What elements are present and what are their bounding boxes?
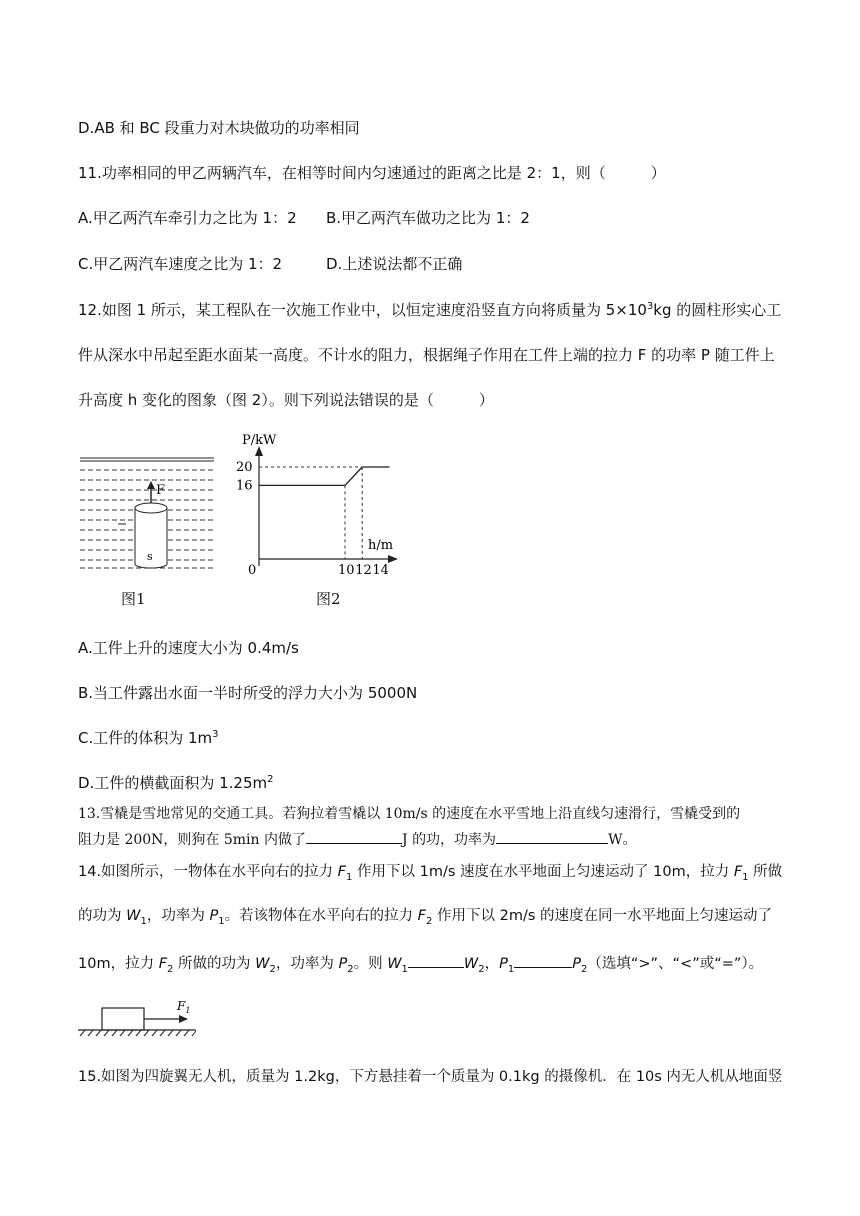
q14-p-symbol: P [209, 908, 219, 924]
q14-text-3f: （选填“>”、“<”或“=”）。 [587, 956, 764, 972]
x-axis-label: h/m [368, 538, 394, 553]
q12-option-d-text: D.工件的横截面积为 1.25m [78, 774, 268, 792]
q12-stem-text-b: kg 的圆柱形实心工 [653, 301, 782, 319]
q14-block-figure [78, 998, 198, 1042]
q15-line1: 15.如图为四旋翼无人机，质量为 1.2kg，下方悬挂着一个质量为 0.1kg 的摄像机．在 10s 内无人机从地面竖 [78, 1069, 783, 1085]
q14-text-1a: 14.如图所示，一物体在水平向右的拉力 [78, 864, 338, 880]
q14-p-symbol: P [572, 956, 581, 972]
q13-blank-work[interactable] [306, 829, 402, 844]
q12-option-c-exponent: 3 [212, 729, 219, 740]
q14-text-3d: 。则 [353, 956, 388, 972]
block [102, 1008, 144, 1030]
q11-option-d: D.上述说法都不正确 [326, 255, 463, 273]
ground-hatch [80, 1030, 196, 1036]
q14-w-symbol: W [387, 956, 402, 972]
q14-text-2a: 的功为 [78, 908, 127, 924]
q14-w-symbol: W [255, 956, 270, 972]
q12-exponent: 3 [646, 301, 654, 312]
f1-label-sub: 1 [185, 1006, 191, 1015]
q14-line1 [78, 862, 782, 882]
q12-option-c-text: C.工件的体积为 1m [78, 729, 213, 747]
q14-sub: 1 [401, 963, 408, 975]
q12-option-c [78, 728, 219, 748]
f1-label-letter: F [177, 999, 186, 1013]
q13-text-a: 阻力是 200N，则狗在 5min 内做了 [78, 832, 306, 848]
q12-stem-line2: 件从深水中吊起至距水面某一高度。不计水的阻力，根据绳子作用在工件上端的拉力 F 的功率 P 随工件上 [78, 346, 775, 364]
figure-2-caption: 图2 [316, 590, 341, 608]
q14-sub: 2 [167, 963, 174, 975]
q14-f-symbol: F [417, 908, 427, 924]
q11-options-row2 [78, 254, 798, 274]
q14-text-2b: ，功率为 [146, 908, 210, 924]
q12-stem-line3: 升高度 h 变化的图象（图 2）。则下列说法错误的是（ ） [78, 391, 494, 409]
q12-option-a: A.工件上升的速度大小为 0.4m/s [78, 639, 299, 657]
q14-sub: 2 [581, 963, 588, 975]
q14-sub: 2 [347, 963, 354, 975]
q14-f-symbol: F [158, 956, 168, 972]
series-segment-1 [345, 467, 362, 485]
y-axis-label: P/kW [242, 433, 277, 448]
q14-sub: 1 [218, 915, 225, 927]
q10-option-d: D.AB 和 BC 段重力对木块做功的功率相同 [78, 119, 360, 137]
q14-w-symbol: W [126, 908, 141, 924]
label-f: F [156, 483, 166, 498]
q14-text-3b: 所做的功为 [173, 956, 256, 972]
q14-sub: 2 [478, 963, 485, 975]
q14-p-symbol: P [499, 956, 508, 972]
q14-sub: 1 [140, 915, 147, 927]
q14-p-symbol: P [338, 956, 348, 972]
q14-text-2c: 。若该物体在水平向右的拉力 [224, 908, 418, 924]
q11-options-row1 [78, 208, 798, 228]
q12-option-b: B.当工件露出水面一半时所受的浮力大小为 5000N [78, 684, 418, 702]
q12-option-d-exponent: 2 [267, 774, 274, 785]
x-tick-label: 10 [338, 563, 355, 578]
q14-line2 [78, 906, 772, 926]
q14-text-1b: 作用下以 1m/s 速度在水平地面上匀速运动了 10m，拉力 [352, 864, 734, 880]
q14-text-3a: 10m，拉力 [78, 956, 159, 972]
q14-f-symbol: F [337, 864, 347, 880]
q14-blank-power-compare[interactable] [514, 953, 572, 968]
x-tick-label: 14 [372, 563, 389, 578]
q13-text-c: W。 [608, 832, 637, 848]
q14-line3 [78, 953, 763, 974]
figure-1-caption: 图1 [121, 590, 146, 608]
y-tick-label: 20 [236, 460, 253, 475]
q14-blank-work-compare[interactable] [408, 953, 464, 968]
q12-stem-text-a: 12.如图 1 所示，某工程队在一次施工作业中，以恒定速度沿竖直方向将质量为 5×10 [78, 301, 647, 319]
q14-text-1c: 所做 [748, 864, 783, 880]
origin-label: 0 [248, 563, 257, 578]
q14-text-2d: 作用下以 2m/s 的速度在同一水平地面上匀速运动了 [432, 908, 773, 924]
f1-label [176, 999, 190, 1015]
q14-sub: 2 [426, 915, 433, 927]
y-tick-label: 16 [236, 478, 253, 494]
q11-option-c: C.甲乙两汽车速度之比为 1：2 [78, 255, 283, 273]
q13-line1: 13.雪橇是雪地常见的交通工具。若狗拉着雪橇以 10m/s 的速度在水平雪地上沿直线匀速滑行，雪橇受到的 [78, 806, 741, 822]
x-tick-label: 12 [355, 563, 372, 578]
q14-sub: 1 [346, 871, 353, 883]
q14-w-symbol: W [463, 956, 479, 972]
label-s: s [147, 550, 153, 563]
q11-option-a: A.甲乙两汽车牵引力之比为 1：2 [78, 209, 297, 227]
q14-f-symbol: F [733, 864, 743, 880]
q14-sub: 1 [742, 871, 749, 883]
q12-option-d [78, 773, 273, 793]
figure-1-cylinder-in-water [78, 448, 218, 578]
q14-sub: 1 [507, 963, 515, 975]
q14-sub: 2 [269, 963, 276, 975]
figure-2-power-height-chart [232, 428, 412, 578]
q13-text-b: J 的功，功率为 [402, 832, 497, 848]
q13-line2 [78, 829, 636, 850]
q14-text-3c: ，功率为 [275, 956, 339, 972]
q12-stem-line1 [78, 300, 781, 320]
q13-blank-power[interactable] [496, 829, 608, 844]
q14-text-3e: ， [484, 956, 500, 972]
q11-stem: 11.功率相同的甲乙两辆汽车，在相等时间内匀速通过的距离之比是 2：1，则（ ） [78, 164, 666, 182]
q11-option-b: B.甲乙两汽车做功之比为 1：2 [326, 209, 530, 227]
